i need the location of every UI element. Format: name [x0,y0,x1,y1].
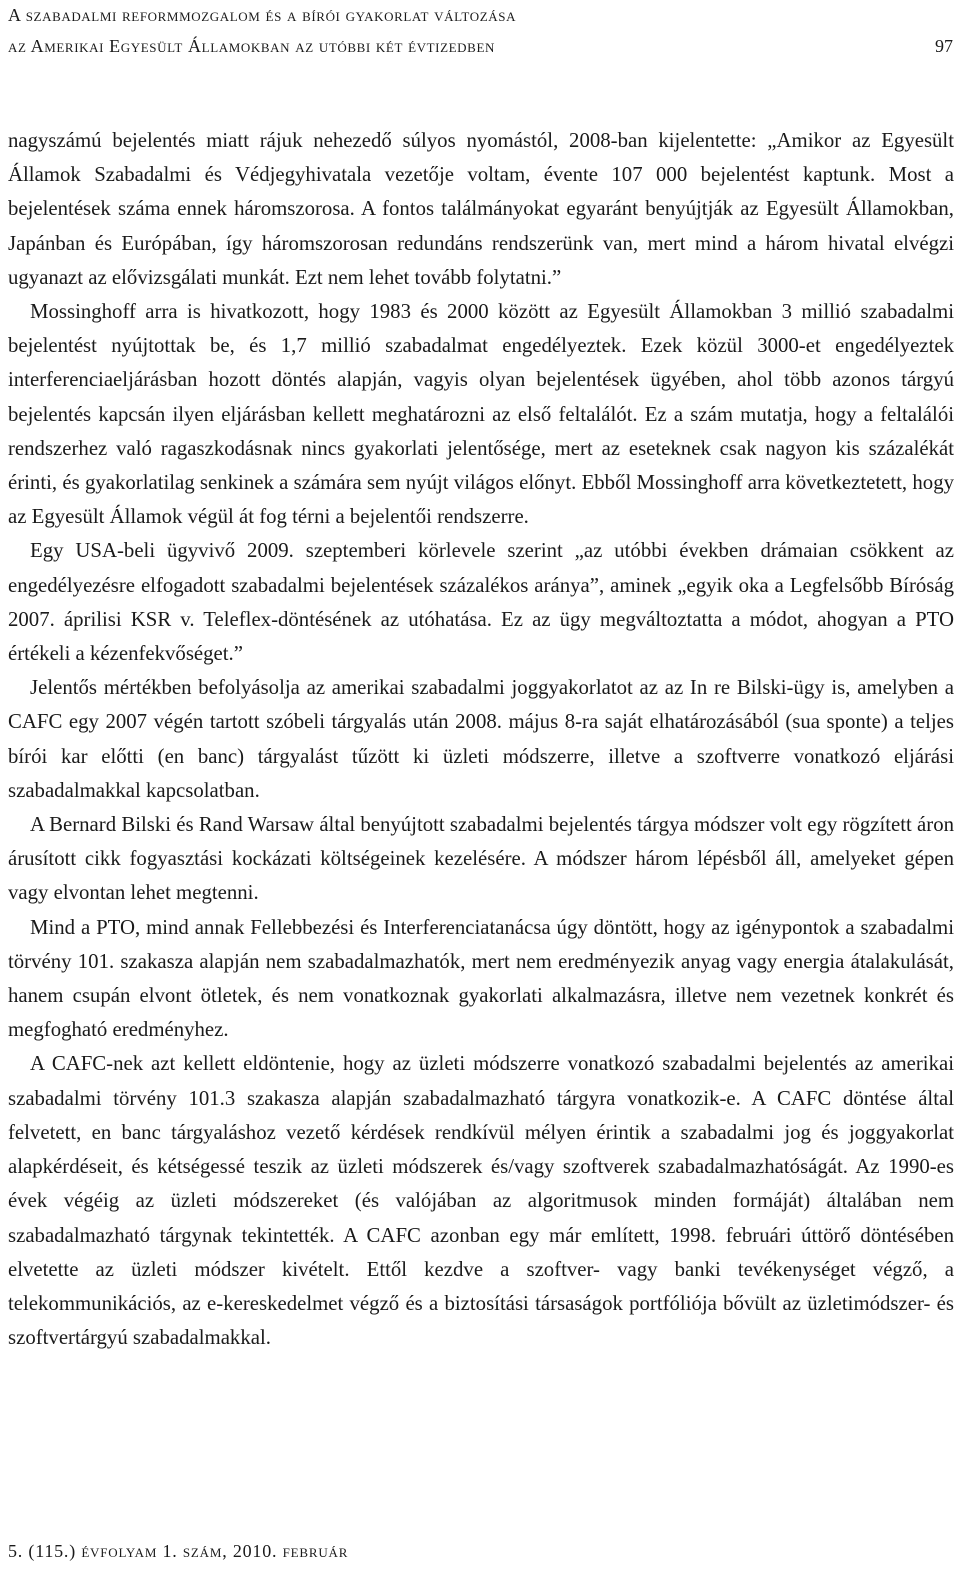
paragraph: Jelentős mértékben befolyásolja az amerikai szabadalmi joggyakorlatot az az In re Bilski-ügy is, amelyben a CAFC egy 2007 végén tartott szóbeli tárgyalás után 2008. május 8-ra saját elhatározásából (sua sponte) a teljes bírói kar előtti (en banc) tárgyalást tűzött ki üzleti módszerre, illetve a szoftverre vonatkozó eljárási szabadalmakkal kapcsolatban. [8,676,954,802]
running-footer: 5. (115.) évfolyam 1. szám, 2010. február [8,1541,349,1561]
paragraph: nagyszámú bejelentés miatt rájuk nehezedő súlyos nyomástól, 2008-ban kijelentette: „Amikor az Egyesült Államok Szabadalmi és Védjegyhivatala vezetője voltam, évente 107 000 bejelentést kaptunk. Most a bejelentések száma ennek háromszorosa. A fontos találmányokat egyaránt benyújtják az Egyesült Államokban, Japánban és Európában, így háromszorosan redundáns rendszerünk van, mert mind a három hivatal elvégzi ugyanazt az elővizsgálati munkát. Ezt nem lehet tovább folytatni.” [8,129,954,289]
paragraph: A Bernard Bilski és Rand Warsaw által benyújtott szabadalmi bejelentés tárgya módszer volt egy rögzített áron árusított cikk fogyasztási kockázati költségeinek kezelésére. A módszer három lépésből áll, amelyeket gépen vagy elvontan lehet megtenni. [8,813,954,905]
paragraph: A CAFC-nek azt kellett eldöntenie, hogy az üzleti módszerre vonatkozó szabadalmi bejelentés az amerikai szabadalmi törvény 101.3 szakasza alapján szabadalmazható tárgyra vonatkozik-e. A CAFC döntése által felvetett, en banc tárgyaláshoz vezető kérdések rendkívül mélyen érintik a szabadalmi jog és joggyakorlat alapkérdéseit, és kétségessé teszik az üzleti módszerek és/vagy szoftverek szabadalmazhatóságát. Az 1990-es évek végéig az üzleti módszereket (és valójában az algoritmusok minden formáját) általában nem szabadalmazható tárgynak tekintették. A CAFC azonban egy már említett, 1998. februári úttörő döntésében elvetette az üzleti módszer kivételt. Ettől kezdve a szoftver- vagy banki tevékenységet végző, a telekommunikációs, az e-kereskedelmet végző és a biztosítási társaságok portfóliója bővült az üzletimódszer- és szoftvertárgyú szabadalmakkal. [8,1052,954,1350]
running-header [8,0,953,62]
page-number: 97 [935,36,953,56]
article-body [8,124,954,1355]
paragraph: Mind a PTO, mind annak Fellebbezési és Interferenciatanácsa úgy döntött, hogy az igénypontok a szabadalmi törvény 101. szakasza alapján nem szabadalmazhatók, mert nem eredményezik anyag vagy energia átalakulását, hanem csupán elvont ötletek, és nem vonatkoznak gyakorlati alkalmazásra, illetve nem vezetnek konkrét és megfogható eredményhez. [8,915,954,1042]
header-title-line-2: az Amerikai Egyesült Államokban az utóbbi két évtizedben [8,36,495,56]
paragraph: Egy USA-beli ügyvivő 2009. szeptemberi körlevele szerint „az utóbbi években drámaian csökkent az engedélyezésre elfogadott szabadalmi bejelentések százalékos aránya”, aminek „egyik oka a Legfelsőbb Bíróság 2007. áprilisi KSR v. Teleflex-döntésének az utóhatása. Ez az ügy megváltoztatta a módot, ahogyan a PTO értékeli a kézenfekvőséget.” [8,539,954,666]
paragraph: Mossinghoff arra is hivatkozott, hogy 1983 és 2000 között az Egyesült Államokban 3 millió szabadalmi bejelentést nyújtottak be, és 1,7 millió szabadalmat engedélyeztek. Ezek közül 3000-et engedélyeztek interferenciaeljárásban hozott döntés alapján, vagyis olyan bejelentések ügyében, ahol több azonos tárgyú bejelentés kapcsán ilyen eljárásban kellett meghatározni az első feltalálót. Ez a szám mutatja, hogy a feltalálói rendszerhez való ragaszkodásnak nincs gyakorlati jelentősége, mert az eseteknek csak nagyon kis százalékát érinti, és gyakorlatilag senkinek a számára sem nyújt világos előnyt. Ebből Mossinghoff arra következtetett, hogy az Egyesült Államok végül át fog térni a bejelentői rendszerre. [8,300,954,529]
header-title-line-1: A szabadalmi reformmozgalom és a bírói gyakorlat változása [8,5,517,25]
